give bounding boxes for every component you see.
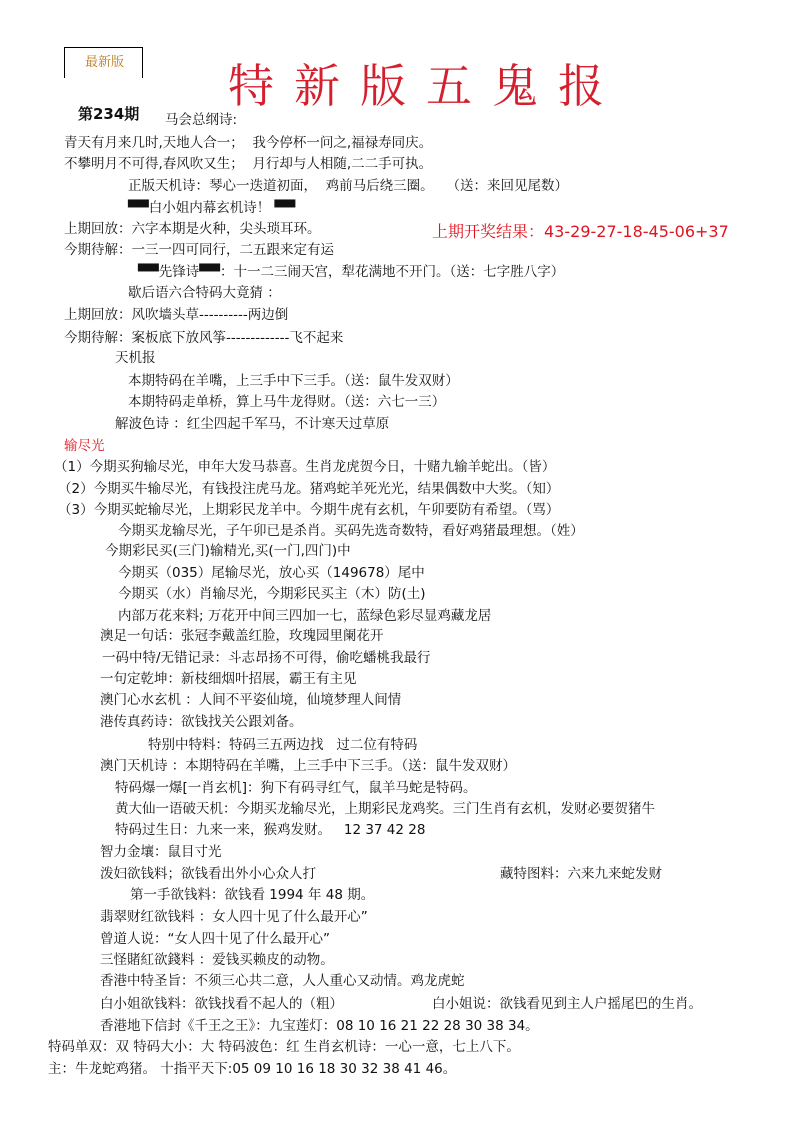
text-line: 香港中特圣旨：不须三心共二意，人人重心又动情。鸡龙虎蛇 [100,973,465,989]
text-line: 港传真药诗：欲钱找关公跟刘备。 [100,714,303,730]
text-line: 三怪賭紅欲錢料 ：爱钱买赖皮的动物。 [100,952,334,968]
text-line: 第一手欲钱料：欲钱看 1994 年 48 期。 [130,887,375,903]
text-line: （1）今期买狗输尽光，申年大发马恭喜。生肖龙虎贺今日，十赌九输羊蛇出。（皆） [54,459,556,475]
text-line: 今期买（035）尾输尽光，放心买（149678）尾中 [118,565,425,581]
text-line: 今期买（水）肖输尽光，今期彩民买主（木）防(土) [118,586,426,602]
text-line: 黄大仙一语破天机：今期买龙输尽光，上期彩民龙鸡奖。三门生肖有玄机，发财必要贺猪牛 [115,801,655,817]
text-line: 歇后语六合特码大竟猜 ： [128,285,281,301]
text-line: 马会总纲诗: [165,112,238,128]
text-line: 特码过生日：九来一来，猴鸡发财。 12 37 42 28 [115,822,426,838]
text-line: 澳门天机诗 ：本期特码在羊嘴，上三手中下三手。（送：鼠牛发双财） [100,758,517,774]
text-line: 特码爆一爆[一肖玄机]：狗下有码寻红气，鼠羊马蛇是特码。 [115,780,477,796]
text-line: 本期特码走单桥，算上马牛龙得财。（送：六七一三） [128,394,446,410]
latest-edition-badge [64,47,143,78]
text-line: 一码中特/无错记录：斗志昂扬不可得，偷吃蟠桃我最行 [102,650,431,666]
text-line: 澳足一句话：张冠李戴盖红脸，玫瑰园里阑花开 [100,628,384,644]
text-line: 白小姐欲钱料：欲钱找看不起人的（粗） [100,996,343,1012]
text-line: 天机报 [115,350,156,366]
text-line: 本期特码在羊嘴，上三手中下三手。（送：鼠牛发双财） [128,373,459,389]
page-title: 特新版五鬼报 [228,59,624,113]
text-line: 内部万花来料; 万花开中间三四加一七，蓝绿色彩尽显鸡藏龙居 [118,608,492,624]
text-line: 上期回放：风吹墙头草----------两边倒 [64,307,289,323]
text-line: 特码单双：双 特码大小：大 特码波色：红 生肖玄机诗：一心一意，七上八下。 [48,1039,520,1055]
text-line: （3）今期买蛇输尽光，上期彩民龙羊中。今期牛虎有玄机，午卯要防有希望。（骂） [58,502,560,518]
text-line: 今期待解：一三一四可同行，二五跟来定有运 [64,242,334,258]
text-line: 香港地下信封《千王之王》：九宝莲灯：08 10 16 21 22 28 30 38 34。 [100,1018,539,1034]
text-line: 主：牛龙蛇鸡猪。 十指平天下:05 09 10 16 18 30 32 38 41 46。 [48,1061,457,1077]
text-line: 藏特图料：六来九来蛇发财 [500,866,662,882]
text-line: 白小姐说：欲钱看见到主人户摇尾巴的生肖。 [432,996,702,1012]
text-line: ▀▀先锋诗▀▀：十一二三闹天宫，犁花满地不开门。（送：七字胜八字） [138,264,565,280]
text-line: ▀▀白小姐内幕玄机诗！ ▀▀ [128,200,296,216]
text-line: 青天有月来几时,天地人合一； 我今停杯一问之,福禄寿同庆。 [64,135,433,151]
issue-number: 第234期 [78,105,140,123]
text-line: 特别中特料：特码三五两边找 过二位有特码 [148,737,418,753]
text-line: 曾道人说：“女人四十见了什么最开心” [100,931,330,947]
section-heading: 输尽光 [64,438,105,454]
text-line: 泼妇欲钱料；欲钱看出外小心众人打 [100,866,316,882]
text-line: 不攀明月不可得,春风吹又生； 月行却与人相随,二二手可执。 [64,156,433,172]
text-line: 上期回放：六字本期是火种，尖头琐耳环。 [64,221,321,237]
text-line: 正版天机诗：琴心一迭道初面， 鸡前马后绕三圈。 （送：来回见尾数） [128,178,568,194]
text-line: 今期待解：案板底下放风筝-------------飞不起来 [64,330,344,346]
text-line: 一句定乾坤：新枝细烟叶招展，霸王有主见 [100,671,357,687]
text-line: 今期买龙输尽光，子午卯已是杀肖。买码先选奇数特，看好鸡猪最理想。（姓） [118,523,584,539]
text-line: 智力金壤：鼠目寸光 [100,844,222,860]
text-line: （2）今期买牛输尽光，有钱投注虎马龙。猪鸡蛇羊死光光，结果偶数中大奖。（知） [58,481,560,497]
last-draw-result: 上期开奖结果：43-29-27-18-45-06+37 [432,222,729,241]
badge-label: 最新版 [85,55,125,70]
text-line: 翡翠财红欲钱料 ：女人四十见了什么最开心” [100,909,368,925]
text-line: 解波色诗 ：红尘四起千军马，不计寒天过草原 [115,416,390,432]
text-line: 今期彩民买(三门)输精光,买(一门,四门)中 [105,543,351,559]
text-line: 澳门心水玄机 ：人间不平姿仙境，仙境梦理人间情 [100,692,402,708]
